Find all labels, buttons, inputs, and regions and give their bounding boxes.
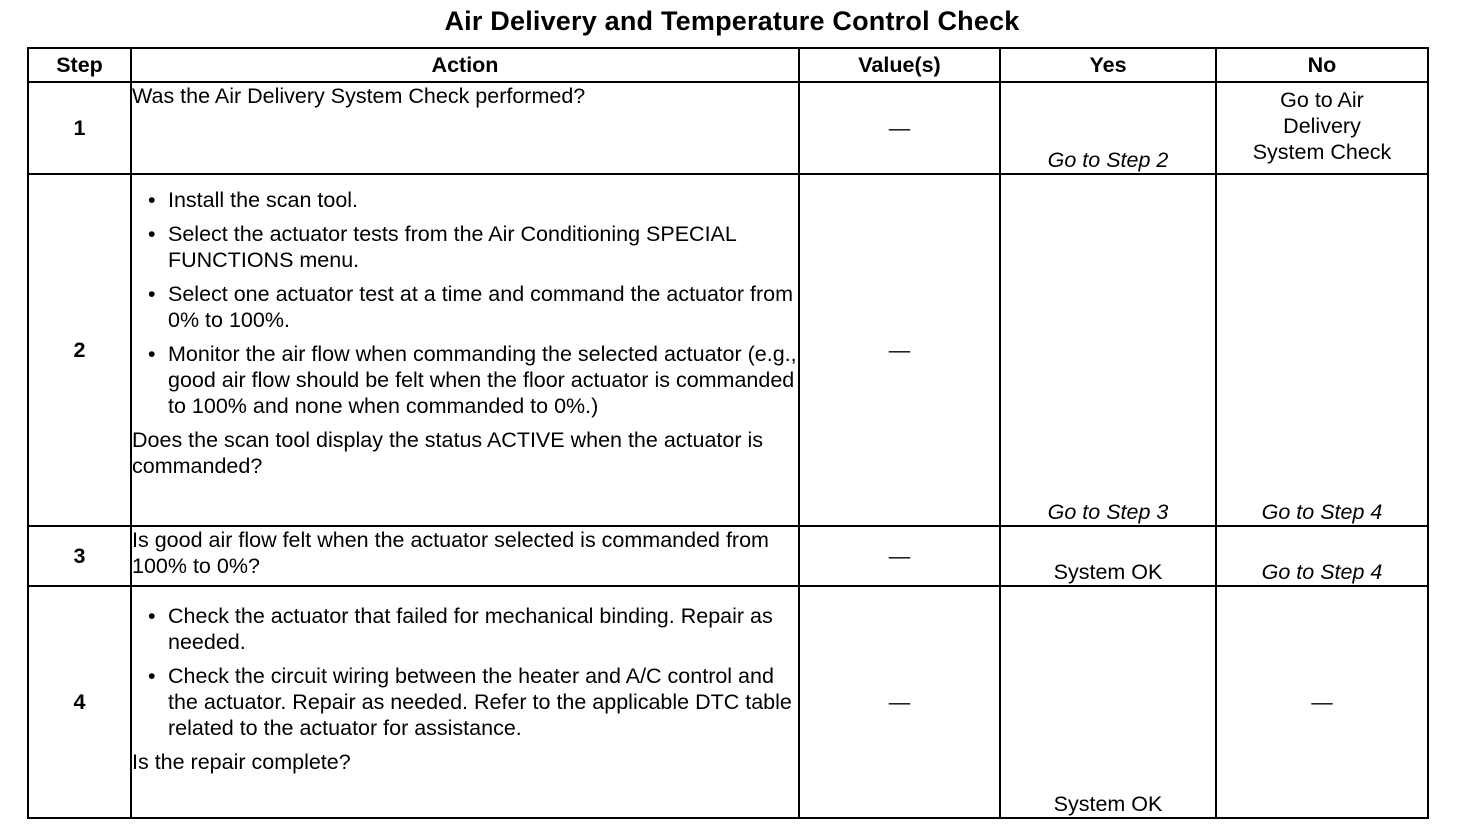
no-cell: Go to Step 4 (1216, 526, 1428, 586)
action-cell (131, 174, 799, 526)
page-title: Air Delivery and Temperature Control Check (444, 6, 1020, 36)
action-bullet: • Select one actuator test at a time and command the actuator from 0% to 100%. (168, 281, 798, 333)
action-question: Does the scan tool display the status ACTIVE when the actuator is commanded? (132, 428, 764, 478)
no-cell: — (1216, 586, 1428, 818)
action-bullet: • Monitor the air flow when commanding the selected actuator (e.g., good air flow should be felt when the floor actuator is commanded to 100% and none when commanded to 0%.) (168, 341, 798, 419)
table-row (28, 82, 1428, 174)
header-yes: Yes (1000, 48, 1216, 82)
diagnostic-table (27, 47, 1429, 819)
step-number: 1 (28, 82, 131, 174)
table-row (28, 174, 1428, 526)
table-row (28, 526, 1428, 586)
step-number: 2 (28, 174, 131, 526)
table-row (28, 586, 1428, 818)
header-values: Value(s) (799, 48, 1000, 82)
yes-cell: System OK (1000, 586, 1216, 818)
action-bullet: • Check the actuator that failed for mechanical binding. Repair as needed. (168, 603, 798, 655)
value-cell: — (799, 82, 1000, 174)
step-number: 4 (28, 586, 131, 818)
action-bullet-list (132, 603, 798, 741)
header-step: Step (28, 48, 131, 82)
action-question: Is the repair complete? (132, 750, 351, 774)
header-no: No (1216, 48, 1428, 82)
no-cell: Go to Step 4 (1216, 174, 1428, 526)
header-action: Action (131, 48, 799, 82)
yes-cell: Go to Step 3 (1000, 174, 1216, 526)
action-bullet-list (132, 187, 798, 419)
value-cell: — (799, 526, 1000, 586)
step-number: 3 (28, 526, 131, 586)
action-bullet: • Check the circuit wiring between the heater and A/C control and the actuator. Repair as needed. Refer to the applicable DTC table related to the actuator for assistance. (168, 663, 798, 741)
action-cell (131, 526, 799, 586)
no-cell (1216, 82, 1428, 174)
header-row (28, 48, 1428, 82)
action-question: Is good air flow felt when the actuator selected is commanded from 100% to 0%? (132, 528, 769, 578)
action-cell (131, 82, 799, 174)
value-cell: — (799, 586, 1000, 818)
action-question: Was the Air Delivery System Check performed? (132, 84, 586, 108)
yes-cell: Go to Step 2 (1000, 82, 1216, 174)
action-bullet: • Install the scan tool. (168, 187, 798, 213)
yes-cell: System OK (1000, 526, 1216, 586)
action-bullet: • Select the actuator tests from the Air Conditioning SPECIAL FUNCTIONS menu. (168, 221, 798, 273)
no-link: Go to Air Delivery System Check (1252, 88, 1392, 164)
value-cell: — (799, 174, 1000, 526)
action-cell (131, 586, 799, 818)
